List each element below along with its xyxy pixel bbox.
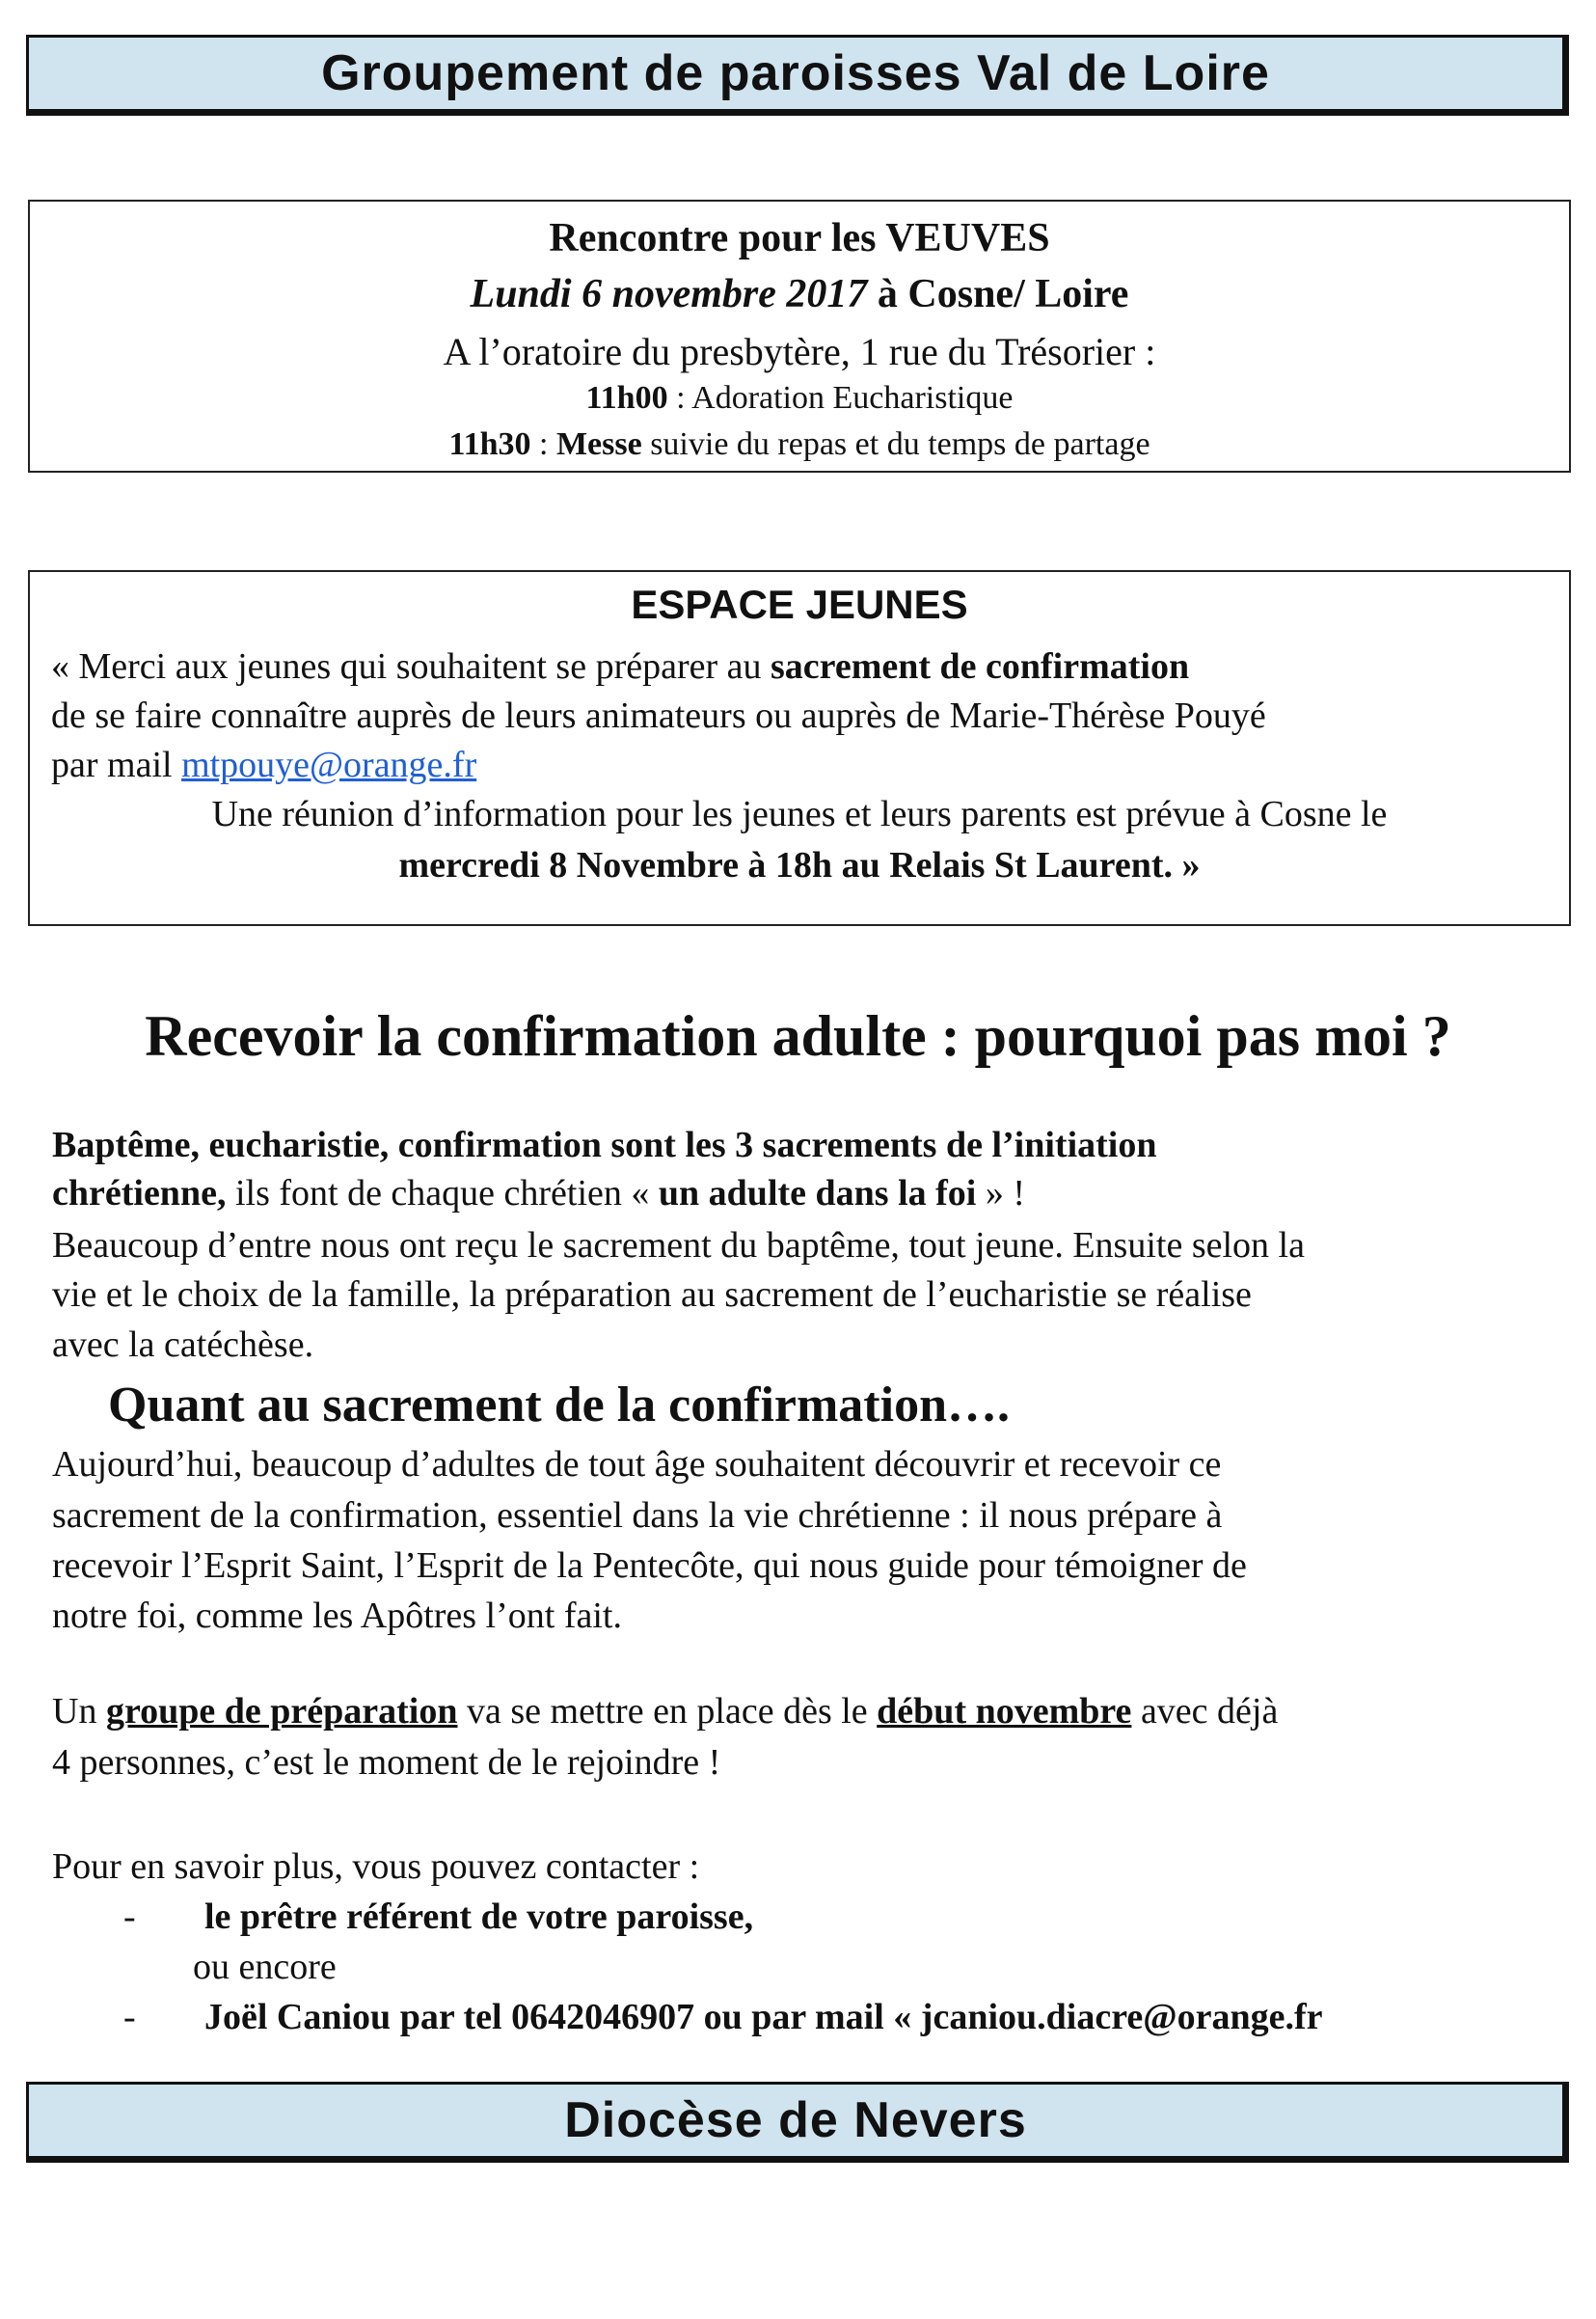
veuves-item-1 <box>30 380 1569 417</box>
contact-2: Joël Caniou par tel 0642046907 ou par mail « jcaniou.diacre@orange.fr <box>204 1997 1323 2037</box>
confirmation-p1-text-1: ils font de chaque chrétien « <box>226 1173 659 1214</box>
confirmation-p3-line-1: Aujourd’hui, beaucoup d’adultes de tout âge souhaitent découvrir et recevoir ce <box>52 1444 1222 1485</box>
confirmation-p4-line-1 <box>52 1690 1278 1732</box>
veuves-title: Rencontre pour les VEUVES <box>549 216 1050 260</box>
confirmation-p1-text-2: » ! <box>976 1173 1026 1214</box>
veuves-date-place: à Cosne/ Loire <box>867 272 1129 316</box>
veuves-item-2-sep: : <box>530 426 556 462</box>
jeunes-line-1 <box>51 645 1189 688</box>
veuves-item-1-time: 11h00 <box>585 380 668 416</box>
confirmation-p2-line-1: Beaucoup d’entre nous ont reçu le sacrement du baptême, tout jeune. Ensuite selon la <box>52 1225 1305 1266</box>
confirmation-p3-line-2: sacrement de la confirmation, essentiel dans la vie chrétienne : il nous prépare à <box>52 1495 1223 1536</box>
confirmation-p3-line-3: recevoir l’Esprit Saint, l’Esprit de la Pentecôte, qui nous guide pour témoigner de <box>52 1545 1247 1586</box>
confirmation-p1-line-1: Baptême, eucharistie, confirmation sont les 3 sacrements de l’initiation <box>52 1125 1157 1165</box>
confirmation-p4-line-2: 4 personnes, c’est le moment de le rejoindre ! <box>52 1742 721 1783</box>
espace-jeunes-title: ESPACE JEUNES <box>631 582 968 627</box>
header-banner-title: Groupement de paroisses Val de Loire <box>321 45 1270 101</box>
contact-1: le prêtre référent de votre paroisse, <box>204 1896 754 1937</box>
jeunes-line-5: mercredi 8 Novembre à 18h au Relais St Laurent. » <box>398 845 1201 886</box>
confirmation-p1-bold-1: chrétienne, <box>52 1173 227 1214</box>
confirmation-p2-line-3: avec la catéchèse. <box>52 1324 314 1365</box>
jeunes-line-2: de se faire connaître auprès de leurs animateurs ou auprès de Marie-Thérèse Pouyé <box>51 696 1266 736</box>
jeunes-line-3-text: par mail <box>51 745 182 785</box>
veuves-box <box>28 200 1571 473</box>
confirmation-p1-bold-2: un adulte dans la foi <box>658 1173 977 1214</box>
veuves-date-day: Lundi 6 novembre 2017 <box>470 272 868 316</box>
contact-bullet-1: - <box>123 1896 136 1937</box>
confirmation-p1-line-2 <box>52 1172 1025 1214</box>
footer-banner <box>26 2082 1569 2163</box>
confirmation-heading: Recevoir la confirmation adulte : pourquoi pas moi ? <box>145 1004 1451 1068</box>
p4-debut: début novembre <box>877 1691 1132 1732</box>
confirmation-p3-line-4: notre foi, comme les Apôtres l’ont fait. <box>52 1596 622 1636</box>
veuves-item-1-text: : Adoration Eucharistique <box>667 380 1014 416</box>
veuves-item-2-time: 11h30 <box>448 426 531 462</box>
contact-intro: Pour en savoir plus, vous pouvez contacter : <box>52 1846 700 1887</box>
confirmation-subheading: Quant au sacrement de la confirmation…. <box>108 1378 1010 1432</box>
footer-banner-title: Diocèse de Nevers <box>564 2092 1027 2148</box>
espace-jeunes-box <box>28 570 1571 926</box>
veuves-item-2 <box>30 426 1569 463</box>
veuves-date <box>30 271 1569 317</box>
p4-text-1: Un <box>52 1691 106 1732</box>
p4-text-2: va se mettre en place dès le <box>457 1691 878 1732</box>
p4-text-3: avec déjà <box>1131 1691 1279 1732</box>
confirmation-p2-line-2: vie et le choix de la famille, la préparation au sacrement de l’eucharistie se réalise <box>52 1274 1252 1315</box>
veuves-item-2-bold: Messe <box>555 426 642 462</box>
jeunes-line-4: Une réunion d’information pour les jeunes et leurs parents est prévue à Cosne le <box>211 794 1388 834</box>
jeunes-line-3 <box>51 744 476 786</box>
veuves-location: A l’oratoire du presbytère, 1 rue du Trésorier : <box>443 330 1156 373</box>
jeunes-line-1-text: « Merci aux jeunes qui souhaitent se préparer au <box>51 646 771 687</box>
p4-groupe: groupe de préparation <box>105 1691 458 1732</box>
jeunes-line-1-bold: sacrement de confirmation <box>771 646 1190 687</box>
jeunes-email-link[interactable]: mtpouye@orange.fr <box>181 745 477 785</box>
contact-bullet-2: - <box>123 1997 136 2037</box>
contact-or: ou encore <box>193 1947 337 1987</box>
veuves-item-2-text: suivie du repas et du temps de partage <box>641 426 1150 462</box>
header-banner <box>26 35 1569 116</box>
